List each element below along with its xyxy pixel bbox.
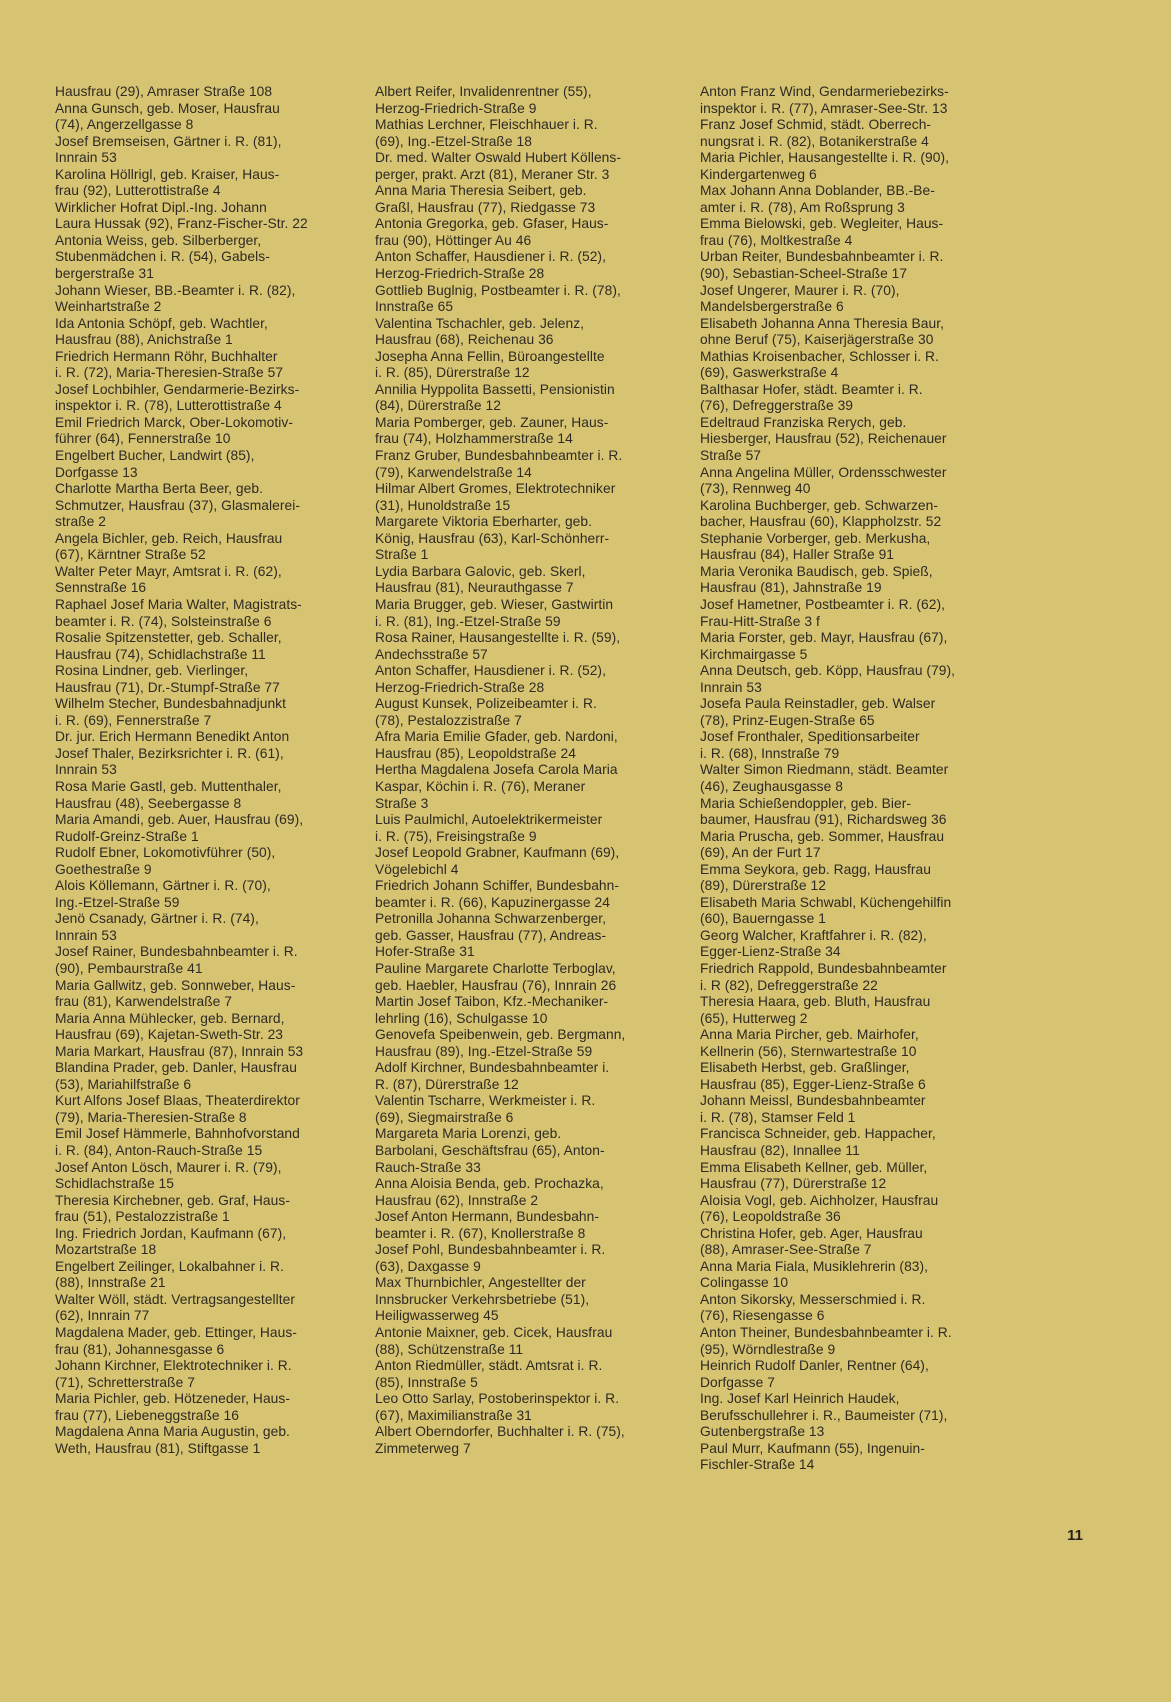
text-line: Maria Veronika Baudisch, geb. Spieß, [700,563,933,579]
text-line: Hausfrau (85), Leopoldstraße 24 [375,745,576,761]
text-line: Anton Sikorsky, Messerschmied i. R. [700,1291,926,1307]
text-line: Weth, Hausfrau (81), Stiftgasse 1 [55,1440,261,1456]
text-line: Walter Peter Mayr, Amtsrat i. R. (62), [55,563,282,579]
text-line: Maria Pichler, Hausangestellte i. R. (90), [700,150,950,166]
text-line: Ing. Josef Karl Heinrich Haudek, [700,1391,900,1407]
text-line: baumer, Hausfrau (91), Richardsweg 36 [700,812,947,828]
text-line: Innstraße 65 [375,299,454,315]
text-line: Rudolf Ebner, Lokomotivführer (50), [55,845,276,861]
text-line: (74), Angerzellgasse 8 [55,117,194,133]
text-line: (76), Leopoldstraße 36 [700,1209,841,1225]
text-line: Franz Josef Schmid, städt. Oberrech- [700,117,932,133]
text-line: Rudolf-Greinz-Straße 1 [55,828,199,844]
text-line: (67), Maximilianstraße 31 [375,1407,532,1423]
text-line: Josef Rainer, Bundesbahnbeamter i. R. [55,944,298,960]
text-line: Heinrich Rudolf Danler, Rentner (64), [700,1358,929,1374]
text-line: Ing.-Etzel-Straße 59 [55,894,180,910]
text-line: Josef Fronthaler, Speditionsarbeiter [700,729,920,745]
text-line: Kirchmairgasse 5 [700,646,808,662]
text-line: Rauch-Straße 33 [375,1159,481,1175]
text-line: (60), Bauerngasse 1 [700,911,826,927]
text-line: Hausfrau (81), Neurauthgasse 7 [375,580,574,596]
text-line: Gottlieb Buglnig, Postbeamter i. R. (78), [375,282,621,298]
text-line: Hausfrau (74), Schidlachstraße 11 [55,646,266,662]
text-line: Anna Deutsch, geb. Köpp, Hausfrau (79), [700,663,956,679]
text-line: Wilhelm Stecher, Bundesbahnadjunkt [55,696,287,712]
text-line: Magdalena Mader, geb. Ettinger, Haus- [55,1325,297,1341]
text-line: Kurt Alfons Josef Blaas, Theaterdirektor [55,1093,300,1109]
text-line: Maria Pichler, geb. Hötzeneder, Haus- [55,1391,290,1407]
text-line: (90), Sebastian-Scheel-Straße 17 [700,266,908,282]
text-line: Johann Wieser, BB.-Beamter i. R. (82), [55,282,296,298]
text-line: Stephanie Vorberger, geb. Merkusha, [700,530,931,546]
text-line: Mathias Kroisenbacher, Schlosser i. R. [700,348,939,364]
text-line: Rosina Lindner, geb. Vierlinger, [55,663,249,679]
text-line: Maria Pruscha, geb. Sommer, Hausfrau [700,828,945,844]
text-line: Anton Theiner, Bundesbahnbeamter i. R. [700,1325,952,1341]
text-line: frau (51), Pestalozzistraße 1 [55,1209,230,1225]
text-line: frau (81), Karwendelstraße 7 [55,994,233,1010]
text-line: Frau-Hitt-Straße 3 f [700,613,820,629]
text-line: Graßl, Hausfrau (77), Riedgasse 73 [375,199,596,215]
text-line: Stubenmädchen i. R. (54), Gabels- [55,249,270,265]
text-line: (65), Hutterweg 2 [700,1010,808,1026]
text-line: (31), Hunoldstraße 15 [375,497,511,513]
text-line: frau (90), Höttinger Au 46 [375,232,532,248]
text-line: König, Hausfrau (63), Karl-Schönherr- [375,530,610,546]
text-line: Emma Elisabeth Kellner, geb. Müller, [700,1159,928,1175]
text-line: (71), Schretterstraße 7 [55,1374,195,1390]
text-line: Afra Maria Emilie Gfader, geb. Nardoni, [375,729,618,745]
text-line: Lydia Barbara Galovic, geb. Skerl, [375,563,586,579]
text-line: Elisabeth Maria Schwabl, Küchengehilfin [700,894,952,910]
text-line: Josef Ungerer, Maurer i. R. (70), [700,282,900,298]
text-line: Johann Kirchner, Elektrotechniker i. R. [55,1358,292,1374]
text-line: Anna Maria Fiala, Musiklehrerin (83), [700,1258,929,1274]
text-line: Margareta Maria Lorenzi, geb. [375,1126,562,1142]
text-line: Hausfrau (48), Seebergasse 8 [55,795,242,811]
text-line: Paul Murr, Kaufmann (55), Ingenuin- [700,1440,925,1456]
text-line: Maria Anna Mühlecker, geb. Bernard, [55,1010,285,1026]
text-line: Hausfrau (29), Amraser Straße 108 [55,84,273,99]
text-line: Francisca Schneider, geb. Happacher, [700,1126,936,1142]
text-line: Max Johann Anna Doblander, BB.-Be- [700,183,935,199]
text-line: Engelbert Bucher, Landwirt (85), [55,448,255,464]
text-line: Maria Forster, geb. Mayr, Hausfrau (67), [700,630,948,646]
text-line: Theresia Kirchebner, geb. Graf, Haus- [55,1192,290,1208]
text-line: Friedrich Johann Schiffer, Bundesbahn- [375,878,620,894]
text-line: Antonia Weiss, geb. Silberberger, [55,232,262,248]
text-line: Straße 1 [375,547,429,563]
text-line: (79), Maria-Theresien-Straße 8 [55,1109,247,1125]
text-line: (95), Wörndlestraße 9 [700,1341,836,1357]
text-line: Hausfrau (77), Dürerstraße 12 [700,1176,887,1192]
text-line: Maria Brugger, geb. Wieser, Gastwirtin [375,596,614,612]
text-line: Kindergartenweg 6 [700,166,817,182]
text-line: Pauline Margarete Charlotte Terboglav, [375,960,616,976]
text-line: (84), Dürerstraße 12 [375,398,501,414]
text-line: Maria Pomberger, geb. Zauner, Haus- [375,414,609,430]
text-line: bacher, Hausfrau (60), Klappholzstr. 52 [700,514,942,530]
text-line: (62), Innrain 77 [55,1308,150,1324]
text-line: i. R. (85), Dürerstraße 12 [375,365,530,381]
text-line: Friedrich Rappold, Bundesbahnbeamter [700,960,947,976]
text-line: Engelbert Zeilinger, Lokalbahner i. R. [55,1258,284,1274]
text-line: Rosa Rainer, Hausangestellte i. R. (59), [375,630,621,646]
text-line: Angela Bichler, geb. Reich, Hausfrau [55,530,283,546]
text-line: (78), Prinz-Eugen-Straße 65 [700,712,875,728]
text-line: Genovefa Speibenwein, geb. Bergmann, [375,1027,626,1043]
text-line: frau (92), Lutterottistraße 4 [55,183,221,199]
text-line: Elisabeth Johanna Anna Theresia Baur, [700,315,944,331]
text-line: Rosa Marie Gastl, geb. Muttenthaler, [55,778,282,794]
text-line: Aloisia Vogl, geb. Aichholzer, Hausfrau [700,1192,939,1208]
text-line: Josef Leopold Grabner, Kaufmann (69), [375,845,620,861]
text-line: i. R. (69), Fennerstraße 7 [55,712,212,728]
text-line: Herzog-Friedrich-Straße 28 [375,679,545,695]
text-line: (76), Defreggerstraße 39 [700,398,854,414]
text-line: Straße 57 [700,448,762,464]
text-line: Dr. med. Walter Oswald Hubert Köllens- [375,150,621,166]
text-line: Josef Bremseisen, Gärtner i. R. (81), [55,133,282,149]
text-line: Josef Pohl, Bundesbahnbeamter i. R. [375,1242,606,1258]
text-line: beamter i. R. (67), Knollerstraße 8 [375,1225,586,1241]
text-line: Laura Hussak (92), Franz-Fischer-Str. 22 [55,216,308,232]
text-line: Anton Franz Wind, Gendarmeriebezirks- [700,84,949,99]
text-line: Anna Maria Theresia Seibert, geb. [375,183,587,199]
text-line: Balthasar Hofer, städt. Beamter i. R. [700,381,923,397]
text-line: Karolina Buchberger, geb. Schwarzen- [700,497,939,513]
text-line: (88), Schützenstraße 11 [375,1341,524,1357]
text-line: (67), Kärntner Straße 52 [55,547,206,563]
text-line: i. R. (72), Maria-Theresien-Straße 57 [55,365,284,381]
text-line: Hertha Magdalena Josefa Carola Maria [375,762,618,778]
text-line: Innrain 53 [700,679,762,695]
text-line: Hausfrau (81), Jahnstraße 19 [700,580,882,596]
text-line: Johann Meissl, Bundesbahnbeamter [700,1093,926,1109]
text-line: (53), Mariahilfstraße 6 [55,1076,192,1092]
text-line: Charlotte Martha Berta Beer, geb. [55,481,263,497]
text-line: frau (74), Holzhammerstraße 14 [375,431,573,447]
text-line: Hausfrau (68), Reichenau 36 [375,332,554,348]
text-line: Dorfgasse 7 [700,1374,775,1390]
text-line: Colingasse 10 [700,1275,789,1291]
text-line: Anton Schaffer, Hausdiener i. R. (52), [375,249,606,265]
text-line: Kaspar, Köchin i. R. (76), Meraner [375,778,586,794]
text-line: geb. Haebler, Hausfrau (76), Innrain 26 [375,977,617,993]
text-line: i. R. (68), Innstraße 79 [700,745,840,761]
text-line: Annilia Hyppolita Bassetti, Pensionistin [375,381,615,397]
text-line: Petronilla Johanna Schwarzenberger, [375,911,607,927]
text-line: Hausfrau (69), Kajetan-Sweth-Str. 23 [55,1027,284,1043]
text-line: frau (81), Johannesgasse 6 [55,1341,225,1357]
text-line: i. R (82), Defreggerstraße 22 [700,977,878,993]
text-line: Gutenbergstraße 13 [700,1424,825,1440]
text-line: Andechsstraße 57 [375,646,488,662]
text-line: Friedrich Hermann Röhr, Buchhalter [55,348,278,364]
text-line: Straße 3 [375,795,429,811]
text-line: Mathias Lerchner, Fleischhauer i. R. [375,117,598,133]
text-line: (69), Gaswerkstraße 4 [700,365,839,381]
text-line: straße 2 [55,514,107,530]
text-line: Christina Hofer, geb. Ager, Hausfrau [700,1225,923,1241]
text-line: i. R. (78), Stamser Feld 1 [700,1109,856,1125]
text-line: Anton Schaffer, Hausdiener i. R. (52), [375,663,606,679]
text-line: R. (87), Dürerstraße 12 [375,1076,519,1092]
text-line: Valentin Tscharre, Werkmeister i. R. [375,1093,596,1109]
text-line: Emma Bielowski, geb. Wegleiter, Haus- [700,216,944,232]
text-line: (76), Riesengasse 6 [700,1308,825,1324]
text-line: Hausfrau (89), Ing.-Etzel-Straße 59 [375,1043,593,1059]
text-line: Albert Reifer, Invalidenrentner (55), [375,84,592,99]
text-line: Blandina Prader, geb. Danler, Hausfrau [55,1060,297,1076]
text-line: Ing. Friedrich Jordan, Kaufmann (67), [55,1225,287,1241]
text-line: amter i. R. (78), Am Roßsprung 3 [700,199,905,215]
text-line: inspektor i. R. (78), Lutterottistraße 4 [55,398,282,414]
text-line: Innrain 53 [55,762,117,778]
text-line: (69), Siegmairstraße 6 [375,1109,514,1125]
text-line: Ida Antonia Schöpf, geb. Wachtler, [55,315,268,331]
text-line: Emil Josef Hämmerle, Bahnhofvorstand [55,1126,300,1142]
text-line: bergerstraße 31 [55,266,154,282]
directory-column-right [700,84,1012,1474]
text-line: Maria Amandi, geb. Auer, Hausfrau (69), [55,812,304,828]
text-line: Raphael Josef Maria Walter, Magistrats- [55,596,302,612]
text-line: Walter Simon Riedmann, städt. Beamter [700,762,949,778]
text-line: inspektor i. R. (77), Amraser-See-Str. 13 [700,100,948,116]
text-line: Jenö Csanady, Gärtner i. R. (74), [55,911,259,927]
text-line: Hausfrau (85), Egger-Lienz-Straße 6 [700,1076,926,1092]
directory-column-middle [375,84,687,1457]
text-line: (73), Rennweg 40 [700,481,811,497]
text-line: beamter i. R. (66), Kapuzinergasse 24 [375,894,610,910]
text-line: Urban Reiter, Bundesbahnbeamter i. R. [700,249,944,265]
text-line: Emma Seykora, geb. Ragg, Hausfrau [700,861,931,877]
text-line: Hausfrau (88), Anichstraße 1 [55,332,233,348]
text-line: Sennstraße 16 [55,580,147,596]
text-line: Josef Anton Hermann, Bundesbahn- [375,1209,600,1225]
text-line: i. R. (75), Freisingstraße 9 [375,828,537,844]
text-line: Berufsschullehrer i. R., Baumeister (71), [700,1407,948,1423]
text-line: Schmutzer, Hausfrau (37), Glasmalerei- [55,497,300,513]
text-line: (78), Pestalozzistraße 7 [375,712,522,728]
text-line: Josepha Anna Fellin, Büroangestellte [375,348,605,364]
text-line: Adolf Kirchner, Bundesbahnbeamter i. [375,1060,610,1076]
text-line: Anna Aloisia Benda, geb. Prochazka, [375,1176,604,1192]
text-line: Kellnerin (56), Sternwartestraße 10 [700,1043,917,1059]
text-line: Schidlachstraße 15 [55,1176,175,1192]
text-line: Martin Josef Taibon, Kfz.-Mechaniker- [375,994,609,1010]
text-line: geb. Gasser, Hausfrau (77), Andreas- [375,927,607,943]
text-line: (79), Karwendelstraße 14 [375,464,532,480]
text-line: Josef Lochbihler, Gendarmerie-Bezirks- [55,381,300,397]
text-line: August Kunsek, Polizeibeamter i. R. [375,696,597,712]
text-line: Leo Otto Sarlay, Postoberinspektor i. R. [375,1391,620,1407]
text-line: Emil Friedrich Marck, Ober-Lokomotiv- [55,414,293,430]
text-line: Zimmeterweg 7 [375,1440,471,1456]
text-line: Georg Walcher, Kraftfahrer i. R. (82), [700,927,927,943]
text-line: Hausfrau (82), Innallee 11 [700,1143,860,1158]
text-line: Innrain 53 [55,150,117,166]
text-line: Theresia Haara, geb. Bluth, Hausfrau [700,994,931,1010]
text-line: Hausfrau (71), Dr.-Stumpf-Straße 77 [55,679,280,695]
text-line: Hiesberger, Hausfrau (52), Reichenauer [700,431,947,447]
text-line: perger, prakt. Arzt (81), Meraner Str. 3 [375,166,610,182]
text-line: Maria Schießendoppler, geb. Bier- [700,795,912,811]
text-line: Walter Wöll, städt. Vertragsangestellter [55,1291,295,1307]
text-line: Goethestraße 9 [55,861,152,877]
text-line: (90), Pembaurstraße 41 [55,960,203,976]
text-line: Franz Gruber, Bundesbahnbeamter i. R. [375,448,623,464]
text-line: (46), Zeughausgasse 8 [700,778,843,794]
text-line: Josefa Paula Reinstadler, geb. Walser [700,696,936,712]
page-number: 11 [1067,1527,1083,1544]
text-line: Weinhartstraße 2 [55,299,162,315]
text-line: Luis Paulmichl, Autoelektrikermeister [375,812,603,828]
text-line: Hofer-Straße 31 [375,944,475,960]
text-line: Max Thurnbichler, Angestellter der [375,1275,586,1291]
text-line: Heiligwasserweg 45 [375,1308,499,1324]
text-line: Valentina Tschachler, geb. Jelenz, [375,315,585,331]
text-line: Margarete Viktoria Eberharter, geb. [375,514,592,530]
text-line: (69), Ing.-Etzel-Straße 18 [375,133,532,149]
text-line: Josef Anton Lösch, Maurer i. R. (79), [55,1159,282,1175]
text-line: Herzog-Friedrich-Straße 9 [375,100,537,116]
text-line: Josef Thaler, Bezirksrichter i. R. (61), [55,745,284,761]
text-line: Hausfrau (62), Innstraße 2 [375,1192,539,1208]
text-line: Dr. jur. Erich Hermann Benedikt Anton [55,729,290,745]
text-line: Anton Riedmüller, städt. Amtsrat i. R. [375,1358,603,1374]
text-line: i. R. (81), Ing.-Etzel-Straße 59 [375,613,561,629]
text-line: i. R. (84), Anton-Rauch-Straße 15 [55,1143,263,1158]
text-line: Anna Gunsch, geb. Moser, Hausfrau [55,100,280,116]
text-line: Hausfrau (84), Haller Straße 91 [700,547,895,563]
text-line: lehrling (16), Schulgasse 10 [375,1010,548,1026]
text-line: Herzog-Friedrich-Straße 28 [375,266,545,282]
text-line: Josef Hametner, Postbeamter i. R. (62), [700,596,946,612]
text-line: Innrain 53 [55,927,117,943]
text-line: ohne Beruf (75), Kaiserjägerstraße 30 [700,332,934,348]
text-line: frau (77), Liebeneggstraße 16 [55,1407,239,1423]
text-line: nungsrat i. R. (82), Botanikerstraße 4 [700,133,929,149]
text-line: Mandelsbergerstraße 6 [700,299,844,315]
text-line: Maria Markart, Hausfrau (87), Innrain 53 [55,1043,304,1059]
text-line: Alois Köllemann, Gärtner i. R. (70), [55,878,271,894]
text-line: führer (64), Fennerstraße 10 [55,431,231,447]
text-line: Innsbrucker Verkehrsbetriebe (51), [375,1291,590,1307]
text-line: Magdalena Anna Maria Augustin, geb. [55,1424,290,1440]
text-line: Egger-Lienz-Straße 34 [700,944,841,960]
text-line: Mozartstraße 18 [55,1242,157,1258]
text-line: Antonie Maixner, geb. Cicek, Hausfrau [375,1325,613,1341]
text-line: beamter i. R. (74), Solsteinstraße 6 [55,613,272,629]
text-line: Albert Oberndorfer, Buchhalter i. R. (75), [375,1424,625,1440]
text-line: (63), Daxgasse 9 [375,1258,481,1274]
text-line: (89), Dürerstraße 12 [700,878,826,894]
text-line: Antonia Gregorka, geb. Gfaser, Haus- [375,216,609,232]
text-line: Elisabeth Herbst, geb. Graßlinger, [700,1060,910,1076]
text-line: Anna Angelina Müller, Ordensschwester [700,464,947,480]
text-line: Maria Gallwitz, geb. Sonnweber, Haus- [55,977,296,993]
text-line: Dorfgasse 13 [55,464,138,480]
directory-column-left [55,84,367,1457]
text-line: Fischler-Straße 14 [700,1457,815,1473]
text-line: (88), Amraser-See-Straße 7 [700,1242,872,1258]
text-line: Barbolani, Geschäftsfrau (65), Anton- [375,1143,605,1158]
text-line: (88), Innstraße 21 [55,1275,166,1291]
text-line: Karolina Höllrigl, geb. Kraiser, Haus- [55,166,280,182]
text-line: Hilmar Albert Gromes, Elektrotechniker [375,481,616,497]
text-line: Wirklicher Hofrat Dipl.-Ing. Johann [55,199,267,215]
text-line: (85), Innstraße 5 [375,1374,478,1390]
text-line: Vögelebichl 4 [375,861,459,877]
text-line: Anna Maria Pircher, geb. Mairhofer, [700,1027,919,1043]
text-line: frau (76), Moltkestraße 4 [700,232,853,248]
text-line: Rosalie Spitzenstetter, geb. Schaller, [55,630,282,646]
text-line: Edeltraud Franziska Rerych, geb. [700,414,907,430]
text-line: (69), An der Furt 17 [700,845,821,861]
